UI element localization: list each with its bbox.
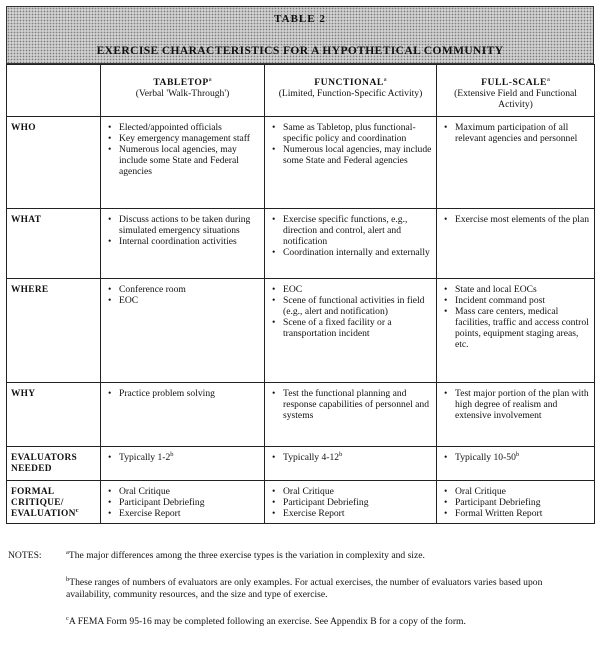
row-why [7, 383, 595, 447]
list-item: • Practice problem solving [105, 388, 260, 399]
list-item: • Typically 4-12$^b$ [269, 452, 432, 463]
who-tabletop-cell [101, 117, 265, 209]
list-item: • Elected/appointed officials [105, 122, 260, 133]
what-tabletop-cell [101, 209, 265, 279]
list-item: • Participant Debriefing [441, 497, 590, 508]
list-item: • Discuss actions to be taken during simulated emergency situations [105, 214, 260, 236]
row-where [7, 279, 595, 383]
row-label-where: WHERE [7, 279, 101, 383]
list-item: • Typically 10-50$^b$ [441, 452, 590, 463]
list-item: • Coordination internally and externally [269, 247, 432, 258]
table-number: TABLE 2 [274, 13, 326, 25]
header-functional: FUNCTIONAL$^a$ (Limited, Function-Specific Activity) [265, 65, 437, 117]
list-item: • Test major portion of the plan with high degree of realism and extensive involvement [441, 388, 590, 421]
list-item: • Maximum participation of all relevant agencies and personnel [441, 122, 590, 144]
row-label-critique: FORMAL CRITIQUE/ EVALUATION$^c$ [7, 481, 101, 524]
list-item: • Oral Critique [269, 486, 432, 497]
list-item: • Exercise most elements of the plan [441, 214, 590, 225]
what-functional-cell [265, 209, 437, 279]
list-item: • Test the functional planning and response capabilities of personnel and systems [269, 388, 432, 421]
list-item: • Internal coordination activities [105, 236, 260, 247]
list-item: • Key emergency management staff [105, 133, 260, 144]
row-what [7, 209, 595, 279]
evaluators-functional-cell [265, 447, 437, 481]
header-row [7, 65, 595, 117]
row-label-who: WHO [7, 117, 101, 209]
why-full-scale-cell [437, 383, 595, 447]
evaluators-full-scale-cell [437, 447, 595, 481]
list-item: • Oral Critique [441, 486, 590, 497]
critique-functional-cell [265, 481, 437, 524]
where-tabletop-cell [101, 279, 265, 383]
list-item: • EOC [105, 295, 260, 306]
row-label-what: WHAT [7, 209, 101, 279]
who-functional-cell [265, 117, 437, 209]
list-item: • Numerous local agencies, may include some State and Federal agencies [105, 144, 260, 177]
row-label-why: WHY [7, 383, 101, 447]
list-item: • Scene of functional activities in field (e.g., alert and notification) [269, 295, 432, 317]
critique-full-scale-cell [437, 481, 595, 524]
list-item: • Conference room [105, 284, 260, 295]
list-item: • Same as Tabletop, plus functional-specific policy and coordination [269, 122, 432, 144]
table-title: EXERCISE CHARACTERISTICS FOR A HYPOTHETICAL COMMUNITY [96, 45, 504, 57]
row-who [7, 117, 595, 209]
note-c: $^c$A FEMA Form 95-16 may be completed following an exercise. See Appendix B for a copy of the form. [66, 614, 466, 627]
where-functional-cell [265, 279, 437, 383]
list-item: • Exercise Report [269, 508, 432, 519]
list-item: • Mass care centers, medical facilities, traffic and access control points, equipment staging areas, etc. [441, 306, 590, 350]
exercise-characteristics-table [6, 64, 595, 524]
note-a: $^a$The major differences among the three exercise types is the variation in complexity and size. [66, 548, 425, 561]
header-tabletop: TABLETOP$^a$ (Verbal 'Walk-Through') [101, 65, 265, 117]
list-item: • Exercise specific functions, e.g., direction and control, alert and notification [269, 214, 432, 247]
header-full-scale: FULL-SCALE$^a$ (Extensive Field and Functional Activity) [437, 65, 595, 117]
list-item: • Incident command post [441, 295, 590, 306]
header-blank [7, 65, 101, 117]
row-evaluators [7, 447, 595, 481]
list-item: • Participant Debriefing [269, 497, 432, 508]
evaluators-tabletop-cell [101, 447, 265, 481]
list-item: • State and local EOCs [441, 284, 590, 295]
list-item: • Scene of a fixed facility or a transportation incident [269, 317, 432, 339]
list-item: • Participant Debriefing [105, 497, 260, 508]
list-item: • Exercise Report [105, 508, 260, 519]
why-tabletop-cell [101, 383, 265, 447]
list-item: • Formal Written Report [441, 508, 590, 519]
row-critique [7, 481, 595, 524]
note-b: $^b$These ranges of numbers of evaluators are only examples. For actual exercises, the number of evaluators varies based upon availability, community resources, and the size and type of exercise. [66, 575, 543, 600]
list-item: • Typically 1-2$^b$ [105, 452, 260, 463]
why-functional-cell [265, 383, 437, 447]
critique-tabletop-cell [101, 481, 265, 524]
list-item: • Oral Critique [105, 486, 260, 497]
notes-label: NOTES: [8, 550, 42, 561]
row-label-evaluators: EVALUATORS NEEDED [7, 447, 101, 481]
what-full-scale-cell [437, 209, 595, 279]
who-full-scale-cell [437, 117, 595, 209]
list-item: • Numerous local agencies, may include some State and Federal agencies [269, 144, 432, 166]
table-banner [6, 6, 594, 64]
where-full-scale-cell [437, 279, 595, 383]
list-item: • EOC [269, 284, 432, 295]
